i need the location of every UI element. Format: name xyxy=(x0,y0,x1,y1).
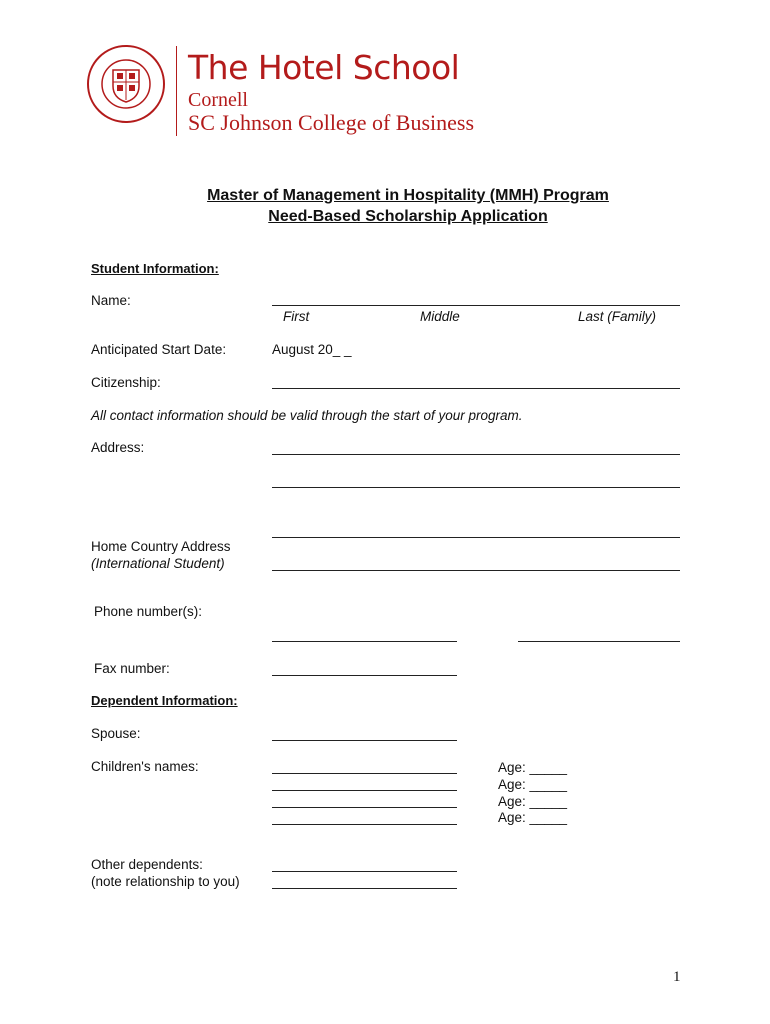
child-name-field[interactable] xyxy=(272,824,457,825)
address-field-3[interactable] xyxy=(272,537,680,538)
school-name: The Hotel School xyxy=(188,48,460,87)
student-info-heading: Student Information: xyxy=(91,261,219,276)
page-title-line1: Master of Management in Hospitality (MMH) Program xyxy=(207,187,609,204)
spouse-field[interactable] xyxy=(272,740,457,741)
fax-label: Fax number: xyxy=(94,661,170,676)
logo-divider xyxy=(176,46,177,136)
college-name: SC Johnson College of Business xyxy=(188,110,475,135)
start-date-label: Anticipated Start Date: xyxy=(91,342,227,357)
other-dependents-sublabel: (note relationship to you) xyxy=(91,874,240,889)
address-field-1[interactable] xyxy=(272,454,680,455)
child-age-field[interactable]: Age: _____ xyxy=(498,777,568,792)
other-dependents-field-1[interactable] xyxy=(272,871,457,872)
home-address-field[interactable] xyxy=(272,570,680,571)
name-middle-label: Middle xyxy=(420,309,460,324)
citizenship-label: Citizenship: xyxy=(91,375,161,390)
child-age-field[interactable]: Age: _____ xyxy=(498,794,568,809)
children-label: Children's names: xyxy=(91,759,199,774)
spouse-label: Spouse: xyxy=(91,726,141,741)
child-age-field[interactable]: Age: _____ xyxy=(498,760,568,775)
start-date-value[interactable]: August 20_ _ xyxy=(272,342,352,357)
address-label: Address: xyxy=(91,440,145,455)
address-field-2[interactable] xyxy=(272,487,680,488)
home-address-label: Home Country Address xyxy=(91,539,231,554)
other-dependents-label: Other dependents: xyxy=(91,857,203,872)
dependent-info-heading: Dependent Information: xyxy=(91,693,238,708)
phone-field-1[interactable] xyxy=(272,641,457,642)
other-dependents-field-2[interactable] xyxy=(272,888,457,889)
page-title-line2: Need-Based Scholarship Application xyxy=(268,208,548,225)
child-name-field[interactable] xyxy=(272,807,457,808)
phone-label: Phone number(s): xyxy=(94,604,203,619)
fax-field[interactable] xyxy=(272,675,457,676)
name-first-label: First xyxy=(283,309,310,324)
child-name-field[interactable] xyxy=(272,790,457,791)
name-label: Name: xyxy=(91,293,131,308)
name-last-label: Last (Family) xyxy=(578,309,657,324)
page-number: 1 xyxy=(673,969,681,985)
name-field[interactable] xyxy=(272,305,680,306)
home-address-sublabel: (International Student) xyxy=(91,556,225,571)
phone-field-2[interactable] xyxy=(518,641,680,642)
cornell-seal-logo xyxy=(86,44,166,124)
contact-note: All contact information should be valid through the start of your program. xyxy=(91,408,523,423)
child-name-field[interactable] xyxy=(272,773,457,774)
citizenship-field[interactable] xyxy=(272,388,680,389)
university-name: Cornell xyxy=(188,89,248,111)
child-age-field[interactable]: Age: _____ xyxy=(498,810,568,825)
